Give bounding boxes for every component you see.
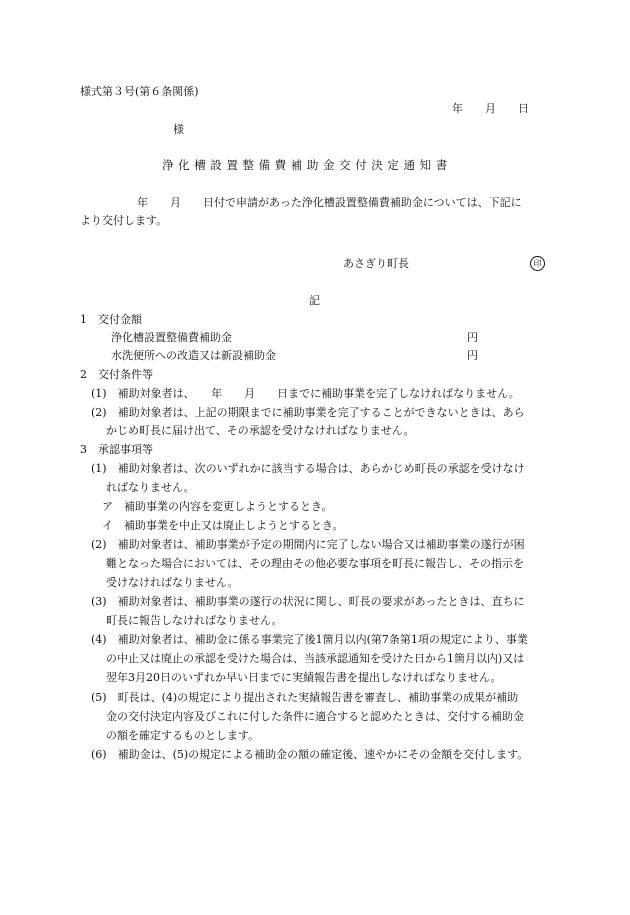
s3-item-5-line-1: (5) 町長は、(4)の規定により提出された実績報告書を審査し、補助事業の成果が補助 bbox=[91, 691, 519, 704]
date-line: 年 月 日 bbox=[452, 102, 529, 115]
s2-item-1: (1) 補助対象者は、 年 月 日までに補助事業を完了しなければなりません。 bbox=[91, 387, 520, 400]
amount-label-2: 水洗便所への改造又は新設補助金 bbox=[111, 349, 276, 362]
s2-item-2-line-1: (2) 補助対象者は、上記の期限までに補助事業を完了することができないときは、あら bbox=[91, 406, 525, 419]
s3-item-1-sub-i: イ 補助事業を中止又は廃止しようとするとき。 bbox=[102, 519, 344, 532]
form-label: 様式第３号(第６条関係) bbox=[80, 85, 199, 98]
s3-item-2-line-3: 受けなければなりません。 bbox=[106, 576, 239, 589]
intro-line-1: 年 月 日付で申請があった浄化槽設置整備費補助金については、下記に bbox=[137, 196, 522, 209]
s3-item-2-line-2: 難となった場合においては、その理由その他必要な事項を町長に報告し、その指示を bbox=[106, 557, 524, 570]
s3-item-5-line-3: の額を確定するものとします。 bbox=[106, 729, 260, 742]
s3-item-6: (6) 補助金は、(5)の規定による補助金の額の確定後、速やかにその金額を交付します。 bbox=[91, 748, 529, 761]
ki-heading: 記 bbox=[309, 294, 320, 307]
s3-item-1-sub-a: ア 補助事業の内容を変更しようとするとき。 bbox=[102, 500, 333, 513]
s3-item-3-line-2: 町長に報告しなければなりません。 bbox=[106, 614, 283, 627]
issuer-name: あさぎり町長 bbox=[343, 257, 409, 270]
intro-line-2: より交付します。 bbox=[80, 214, 168, 227]
s3-item-4-line-1: (4) 補助対象者は、補助金に係る事業完了後1箇月以内(第7条第1項の規定により、事業 bbox=[91, 633, 528, 646]
document-title: 浄化槽設置整備費補助金交付決定通知書 bbox=[162, 158, 452, 172]
s2-item-2-line-2: かじめ町長に届け出て、その承認を受けなければなりません。 bbox=[106, 424, 415, 437]
s3-item-4-line-3: 翌年3月20日のいずれか早い日までに実績報告書を提出しなければなりません。 bbox=[106, 671, 502, 684]
amount-unit-2: 円 bbox=[467, 349, 478, 362]
amount-label-1: 浄化槽設置整備費補助金 bbox=[111, 331, 232, 344]
s3-item-2-line-1: (2) 補助対象者は、補助事業が予定の期間内に完了しない場合又は補助事業の遂行が困 bbox=[91, 538, 525, 551]
section-2-heading: 2 交付条件等 bbox=[80, 368, 153, 381]
section-3-heading: 3 承認事項等 bbox=[80, 443, 153, 456]
seal-mark: 印 bbox=[530, 256, 545, 271]
s3-item-1-line-2: ればなりません。 bbox=[106, 481, 195, 494]
s3-item-5-line-2: 金の交付決定内容及びこれに付した条件に適合すると認めたときは、交付する補助金 bbox=[106, 710, 524, 723]
section-1-heading: 1 交付金額 bbox=[80, 313, 142, 326]
addressee-suffix: 様 bbox=[173, 123, 184, 136]
s3-item-3-line-1: (3) 補助対象者は、補助事業の遂行の状況に関し、町長の要求があったときは、直ちに bbox=[91, 595, 525, 608]
s3-item-4-line-2: の中止又は廃止の承認を受けた場合は、当該承認通知を受けた日から1箇月以内)又は bbox=[106, 652, 525, 665]
amount-unit-1: 円 bbox=[467, 331, 478, 344]
s3-item-1-line-1: (1) 補助対象者は、次のいずれかに該当する場合は、あらかじめ町長の承認を受けなけ bbox=[91, 462, 525, 475]
